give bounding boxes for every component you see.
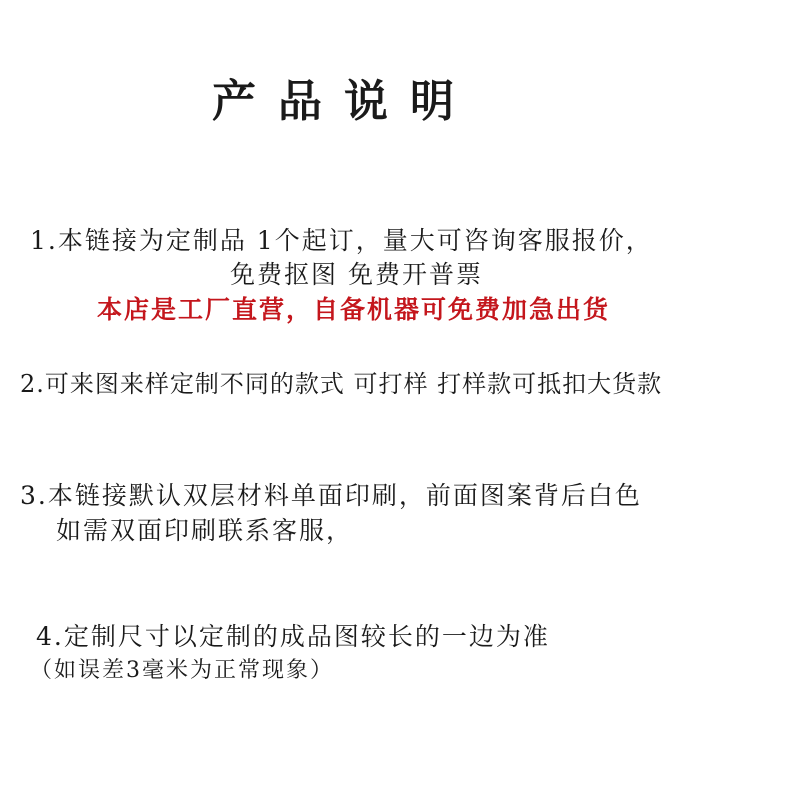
item-3-line-1: 3.本链接默认双层材料单面印刷，前面图案背后白色 [20,481,642,510]
page-title: 产品说明 [212,76,476,127]
item-1-line-1: 1.本链接为定制品 1个起订，量大可咨询客服报价， [30,226,653,255]
item-4-line-2: （如误差3毫米为正常现象） [30,658,334,683]
item-3-line-2: 如需双面印刷联系客服， [56,516,354,545]
item-2-line-1: 2.可来图来样定制不同的款式 可打样 打样款可抵扣大货款 [20,370,663,398]
item-1-line-2: 免费抠图 免费开普票 [230,260,483,289]
item-1-highlight-line: 本店是工厂直营，自备机器可免费加急出货 [97,295,611,324]
item-4-line-1: 4.定制尺寸以定制的成品图较长的一边为准 [36,622,550,651]
